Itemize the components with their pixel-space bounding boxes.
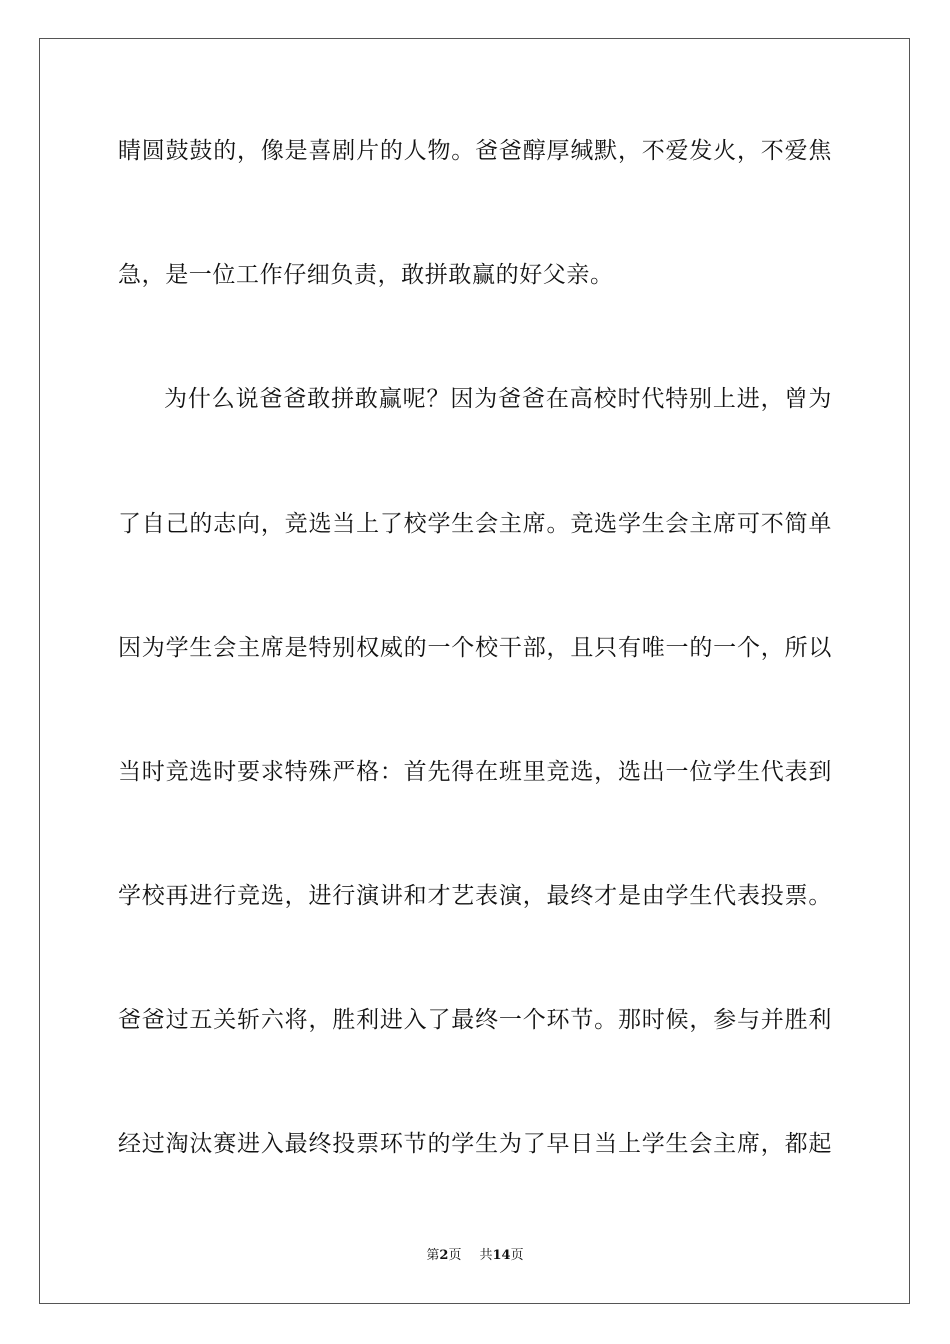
text-line-2: 急，是一位工作仔细负责，敢拼敢赢的好父亲。 [118,262,614,288]
text-line-8: 爸爸过五关斩六将，胜利进入了最终一个环节。那时候，参与并胜利 [118,1007,832,1033]
footer-page-prefix: 第 [426,1248,440,1263]
text-line-6: 当时竞选时要求特殊严格：首先得在班里竞选，选出一位学生代表到 [118,759,832,785]
text-line-9: 经过淘汰赛进入最终投票环节的学生为了早日当上学生会主席，都起 [118,1131,832,1157]
text-line-7: 学校再进行竞选，进行演讲和才艺表演，最终才是由学生代表投票。 [118,883,832,909]
text-line-1: 睛圆鼓鼓的，像是喜剧片的人物。爸爸醇厚缄默，不爱发火，不爱焦 [118,138,832,164]
footer-total-suffix: 页 [510,1248,524,1263]
footer-total-prefix: 共 [479,1248,493,1263]
page-footer [0,1248,950,1264]
text-line-4: 了自己的志向，竞选当上了校学生会主席。竞选学生会主席可不简单 [118,511,832,537]
page-border [39,38,910,1304]
footer-page-suffix: 页 [448,1248,462,1263]
footer-page-number: 2 [439,1248,449,1263]
text-line-5: 因为学生会主席是特别权威的一个校干部，且只有唯一的一个，所以 [118,635,832,661]
footer-total-number: 14 [492,1248,511,1263]
text-line-3: 为什么说爸爸敢拼敢赢呢？因为爸爸在高校时代特别上进，曾为 [164,386,832,412]
